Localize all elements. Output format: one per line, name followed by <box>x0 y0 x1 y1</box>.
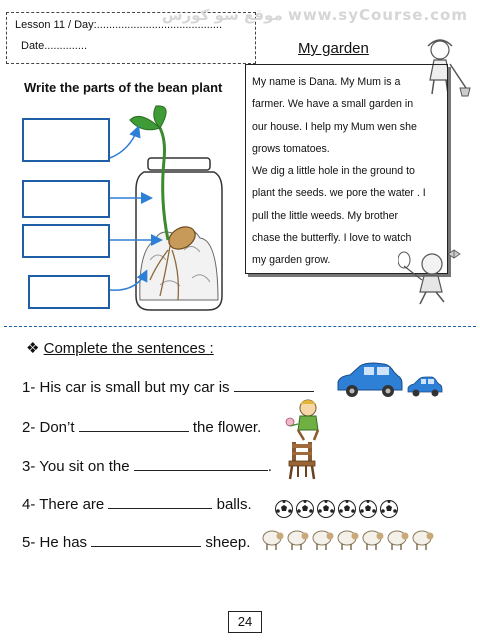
bullet-icon: ❖ <box>26 340 40 357</box>
site-watermark: موقع سو كورس www.syCourse.com <box>161 6 468 24</box>
section-title-text: Complete the sentences : <box>43 340 214 357</box>
label-box-seed[interactable] <box>22 224 110 258</box>
answer-blank[interactable] <box>91 532 201 547</box>
sentence-3 <box>22 456 272 475</box>
soccer-ball-icon <box>339 500 356 518</box>
label-box-stem[interactable] <box>22 180 110 218</box>
story-line: pull the little weeds. My brother <box>252 209 399 222</box>
child-with-flower-illustration <box>284 398 330 442</box>
section-divider <box>4 326 476 327</box>
sentence-text: . <box>267 458 272 475</box>
label-box-leaves[interactable] <box>22 118 110 162</box>
answer-blank[interactable] <box>108 494 212 509</box>
soccer-ball-icon <box>360 500 377 518</box>
chair-illustration <box>286 440 318 480</box>
story-line: chase the butterfly. I love to watch <box>252 232 412 245</box>
sheep-icon <box>288 531 309 550</box>
story-line: farmer. We have a small garden in <box>252 98 414 111</box>
sentence-text: 3- You sit on the <box>22 458 134 475</box>
sentence-text: sheep. <box>201 534 251 551</box>
soccer-balls-illustration <box>274 498 400 520</box>
story-line: My name is Dana. My Mum is a <box>252 76 401 88</box>
complete-sentences-title <box>26 339 214 357</box>
page-number: 24 <box>228 611 262 633</box>
date-line: Date.............. <box>21 40 88 52</box>
story-line: my garden grow. <box>252 254 331 267</box>
soccer-ball-icon <box>276 500 293 518</box>
sentence-1 <box>22 377 314 396</box>
story-line: plant the seeds. we pore the water . I <box>252 187 426 200</box>
bean-plant-title: Write the parts of the bean plant <box>24 80 223 95</box>
soccer-ball-icon <box>318 500 335 518</box>
soccer-ball-icon <box>381 500 398 518</box>
sheep-icon <box>313 531 334 550</box>
big-car-icon <box>338 363 402 397</box>
small-car-icon <box>408 377 442 397</box>
sheep-illustration <box>260 526 440 552</box>
sentence-text: 2- Don’t <box>22 419 79 436</box>
story-line: grows tomatoes. <box>252 142 330 155</box>
story-line: We dig a little hole in the ground to <box>252 165 415 178</box>
sentence-5 <box>22 532 250 551</box>
sentence-text: balls. <box>212 496 252 513</box>
sheep-icon <box>263 531 284 550</box>
answer-blank[interactable] <box>79 417 189 432</box>
cars-illustration <box>334 362 446 402</box>
sheep-icon <box>363 531 384 550</box>
sentence-text: 4- There are <box>22 496 109 513</box>
sentence-text: 1- His car is small but my car is <box>22 379 234 396</box>
answer-blank[interactable] <box>134 456 268 471</box>
sheep-icon <box>388 531 409 550</box>
lesson-day-line: Lesson 11 / Day:......................................... <box>15 19 223 31</box>
answer-blank[interactable] <box>234 377 314 392</box>
sentence-4 <box>22 494 252 513</box>
sentence-2 <box>22 417 261 436</box>
label-box-roots[interactable] <box>28 275 110 309</box>
garden-title: My garden <box>298 40 369 57</box>
sentence-text: the flower. <box>188 419 262 436</box>
soccer-ball-icon <box>297 500 314 518</box>
sheep-icon <box>413 531 434 550</box>
sentence-text: 5- He has <box>22 534 92 551</box>
story-line: our house. I help my Mum wen she <box>252 120 417 133</box>
sheep-icon <box>338 531 359 550</box>
